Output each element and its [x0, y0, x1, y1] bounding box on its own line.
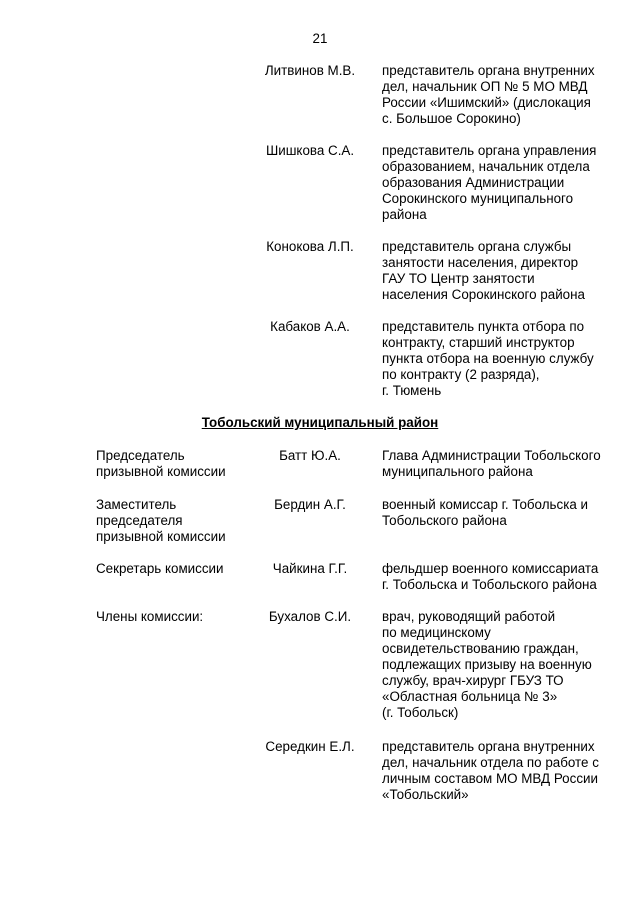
- commission-member-name: Бердин А.Г.: [274, 497, 346, 512]
- description-line: подлежащих призыву на военную: [382, 657, 592, 672]
- description-line: с. Большое Сорокино): [382, 111, 521, 126]
- role-line: Члены комиссии:: [96, 609, 204, 624]
- commission-member-description: [382, 448, 622, 480]
- commission-member-name: Бухалов С.И.: [268, 609, 352, 624]
- commission-role: [96, 561, 256, 577]
- description-line: муниципального района: [382, 464, 533, 479]
- description-line: личным составом МО МВД России: [382, 771, 598, 786]
- description-line: фельдшер военного комиссариата: [382, 561, 599, 576]
- section-title: [0, 415, 640, 431]
- description-line: Глава Администрации Тобольского: [382, 448, 601, 463]
- page-number: 21: [312, 31, 328, 46]
- description-line: представитель органа внутренних: [382, 739, 595, 754]
- description-line: дел, начальник ОП № 5 МО МВД: [382, 79, 588, 94]
- description-line: по контракту (2 разряда),: [382, 367, 540, 382]
- member-name: Шишкова С.А.: [265, 143, 355, 158]
- commission-role: [96, 448, 256, 480]
- description-line: образованием, начальник отдела: [382, 159, 590, 174]
- description-line: службу, врач-хирург ГБУЗ ТО: [382, 673, 564, 688]
- description-line: врач, руководящий работой: [382, 609, 556, 624]
- description-line: представитель органа управления: [382, 143, 597, 158]
- member-name: Литвинов М.В.: [264, 63, 356, 78]
- role-line: призывной комиссии: [96, 529, 226, 544]
- description-line: по медицинскому: [382, 625, 491, 640]
- description-line: (г. Тобольск): [382, 705, 459, 720]
- role-line: Председатель: [96, 448, 185, 463]
- description-line: Тобольского района: [382, 513, 507, 528]
- description-line: контракту, старший инструктор: [382, 335, 575, 350]
- commission-role: [96, 609, 256, 625]
- commission-member-name: Середкин Е.Л.: [265, 739, 355, 754]
- description-line: России «Ишимский» (дислокация: [382, 95, 591, 110]
- member-description: [382, 143, 622, 223]
- commission-member-name: Батт Ю.А.: [279, 448, 341, 463]
- description-line: г. Тюмень: [382, 383, 442, 398]
- member-name: Кабаков А.А.: [270, 319, 350, 334]
- member-name: Конокова Л.П.: [266, 239, 354, 254]
- description-line: представитель органа службы: [382, 239, 572, 254]
- description-line: Сорокинского муниципального: [382, 191, 574, 206]
- description-line: пункта отбора на военную службу: [382, 351, 594, 366]
- commission-member-description: [382, 739, 622, 803]
- description-line: образования Администрации: [382, 175, 565, 190]
- commission-member-description: [382, 561, 622, 593]
- section-title-text: Тобольский муниципальный район: [201, 415, 439, 430]
- description-line: г. Тобольска и Тобольского района: [382, 577, 597, 592]
- description-line: района: [382, 207, 427, 222]
- role-line: призывной комиссии: [96, 464, 226, 479]
- description-line: занятости населения, директор: [382, 255, 579, 270]
- role-line: Заместитель: [96, 497, 177, 512]
- description-line: освидетельствованию граждан,: [382, 641, 579, 656]
- commission-member-name: Чайкина Г.Г.: [272, 561, 348, 576]
- commission-member-description: [382, 497, 622, 529]
- commission-member-description: [382, 609, 622, 721]
- description-line: военный комиссар г. Тобольска и: [382, 497, 588, 512]
- description-line: «Тобольский»: [382, 787, 469, 802]
- member-description: [382, 319, 622, 399]
- role-line: Секретарь комиссии: [96, 561, 224, 576]
- description-line: представитель органа внутренних: [382, 63, 595, 78]
- member-description: [382, 239, 622, 303]
- description-line: представитель пункта отбора по: [382, 319, 585, 334]
- commission-role: [96, 497, 256, 545]
- description-line: населения Сорокинского района: [382, 287, 585, 302]
- description-line: дел, начальник отдела по работе с: [382, 755, 599, 770]
- role-line: председателя: [96, 513, 183, 528]
- description-line: «Областная больница № 3»: [382, 689, 558, 704]
- description-line: ГАУ ТО Центр занятости: [382, 271, 535, 286]
- member-description: [382, 63, 622, 127]
